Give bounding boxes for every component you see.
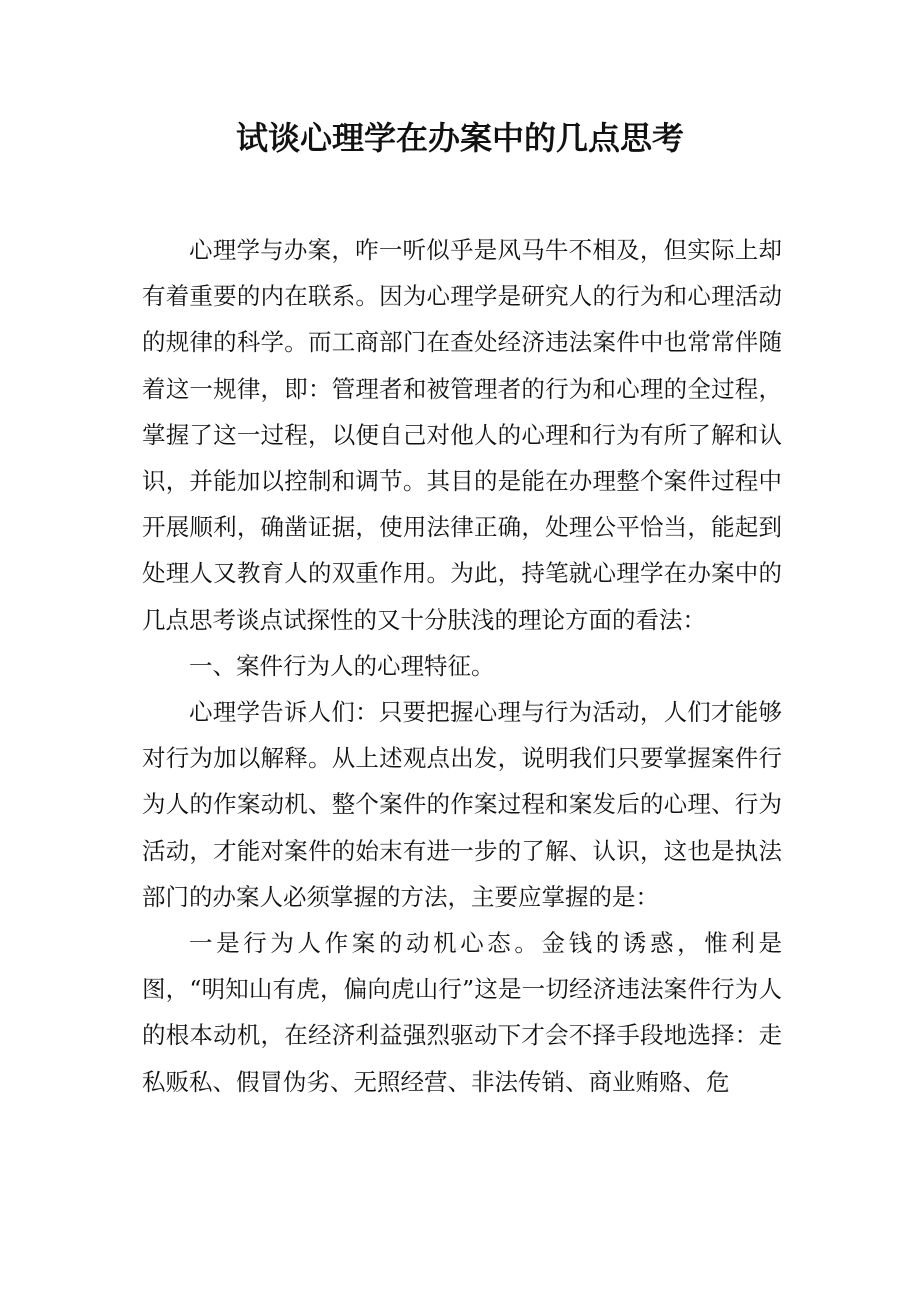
paragraph-motive: 一是行为人作案的动机心态。金钱的诱惑，惟利是图，“明知山有虎，偏向虎山行”这是一切经济违法案件行为人的根本动机，在经济利益强烈驱动下才会不择手段地选择：走私贩私、假冒伪劣、无照经营、非法传销、商业贿赂、危 [142, 929, 782, 1096]
document-body [142, 227, 782, 1105]
document-title: 试谈心理学在办案中的几点思考 [235, 119, 684, 157]
paragraph-intro: 心理学与办案，咋一听似乎是风马牛不相及，但实际上却有着重要的内在联系。因为心理学是研究人的行为和心理活动的规律的科学。而工商部门在查处经济违法案件中也常常伴随着这一规律，即：管理者和被管理者的行为和心理的全过程，掌握了这一过程，以便自己对他人的心理和行为有所了解和认识，并能加以控制和调节。其目的是能在办理整个案件过程中开展顺利，确凿证据，使用法律正确，处理公平恰当，能起到处理人又教育人的双重作用。为此，持笔就心理学在办案中的几点思考谈点试探性的又十分肤浅的理论方面的看法： [142, 236, 782, 634]
paragraph-section-1: 心理学告诉人们：只要把握心理与行为活动，人们才能够对行为加以解释。从上述观点出发，说明我们只要掌握案件行为人的作案动机、整个案件的作案过程和案发后的心理、行为活动，才能对案件的始末有进一步的了解、认识，这也是执法部门的办案人必须掌握的方法，主要应掌握的是： [142, 698, 782, 911]
section-heading-1: 一、案件行为人的心理特征。 [189, 651, 495, 680]
